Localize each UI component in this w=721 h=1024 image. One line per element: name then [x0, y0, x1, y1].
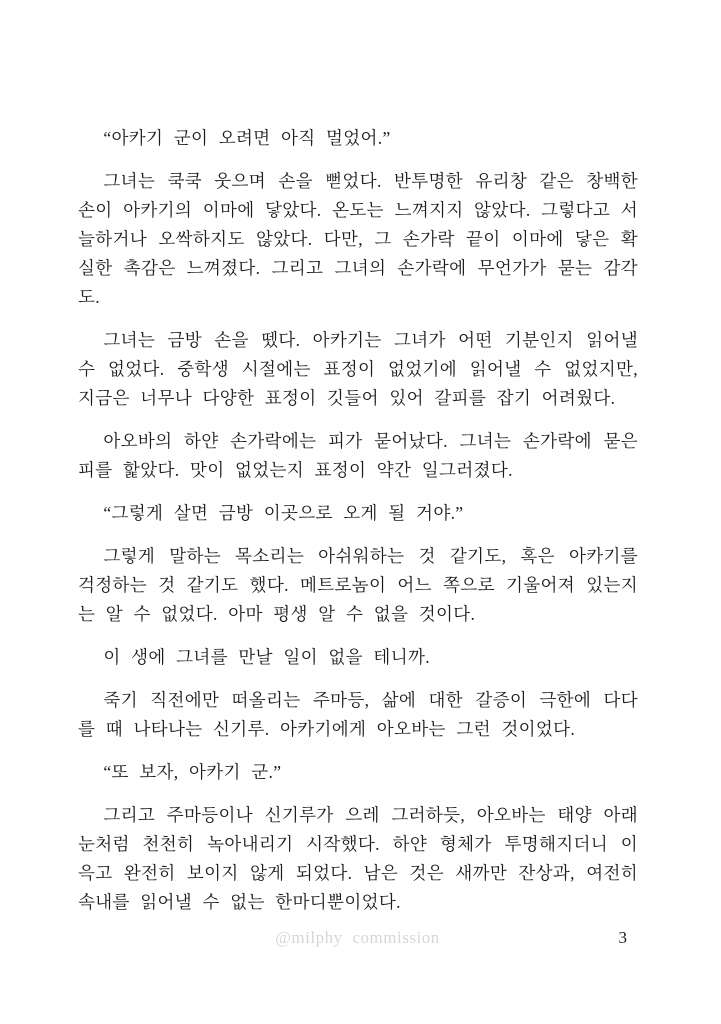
watermark: @milphy commission — [275, 928, 440, 947]
page-body — [78, 124, 638, 931]
page-footer — [78, 928, 637, 954]
paragraph-dialogue: “그렇게 살면 금방 이곳으로 오게 될 거야.” — [103, 503, 464, 523]
paragraph: 이 생에 그녀를 만날 일이 없을 테니까. — [103, 647, 430, 667]
page-number: 3 — [618, 928, 627, 947]
paragraph-dialogue: “아카기 군이 오려면 아직 멀었어.” — [103, 128, 391, 148]
paragraph: 그렇게 말하는 목소리는 아쉬워하는 것 같기도, 혹은 아카기를 걱정하는 것 같기도 했다. 메트로놈이 어느 쪽으로 기울어져 있는지는 알 수 없었다. 아마 평생 알 수 없을 것이다. — [78, 546, 638, 624]
paragraph: 아오바의 하얀 손가락에는 피가 묻어났다. 그녀는 손가락에 묻은 피를 핥았다. 맛이 없었는지 표정이 약간 일그러졌다. — [78, 431, 638, 480]
paragraph: 그녀는 쿡쿡 웃으며 손을 뻗었다. 반투명한 유리창 같은 창백한 손이 아카기의 이마에 닿았다. 온도는 느껴지지 않았다. 그렇다고 서늘하거나 오싹하지도 않았다. 다만, 그 손가락 끝이 이마에 닿은 확실한 촉감은 느껴졌다. 그리고 그녀의 손가락에 무언가가 묻는 감각도. — [78, 171, 638, 307]
paragraph: 그녀는 금방 손을 뗐다. 아카기는 그녀가 어떤 기분인지 읽어낼 수 없었다. 중학생 시절에는 표정이 없었기에 읽어낼 수 없었지만, 지금은 너무나 다양한 표정이 깃들어 있어 갈피를 잡기 어려웠다. — [78, 330, 638, 408]
paragraph: 죽기 직전에만 떠올리는 주마등, 삶에 대한 갈증이 극한에 다다를 때 나타나는 신기루. 아카기에게 아오바는 그런 것이었다. — [78, 690, 638, 739]
paragraph-dialogue: “또 보자, 아카기 군.” — [103, 762, 282, 782]
paragraph: 그리고 주마등이나 신기루가 으레 그러하듯, 아오바는 태양 아래 눈처럼 천천히 녹아내리기 시작했다. 하얀 형체가 투명해지더니 이윽고 완전히 보이지 않게 되었다. 남은 것은 새까만 잔상과, 여전히 속내를 읽어낼 수 없는 한마디뿐이었다. — [78, 805, 638, 912]
